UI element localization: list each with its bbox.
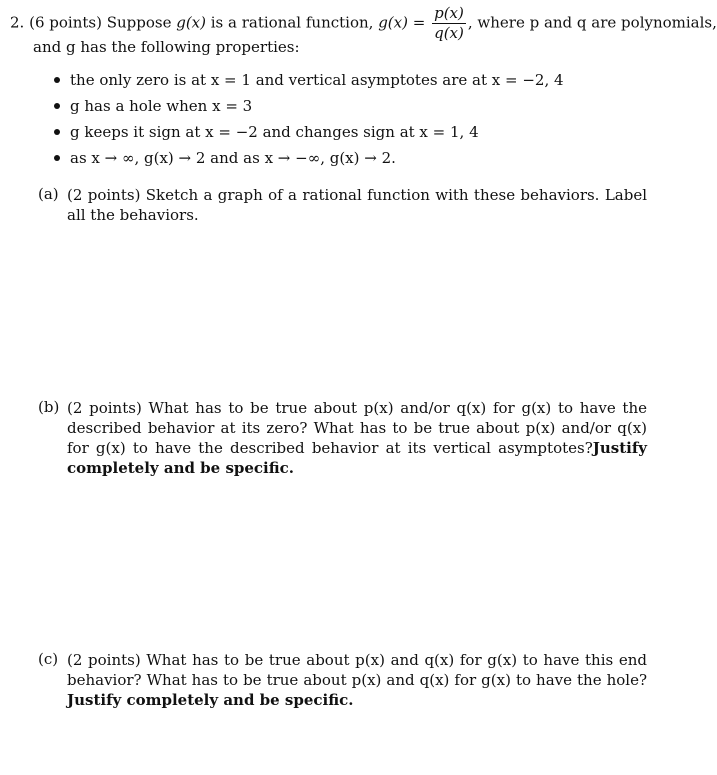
part-c-bold: Justify completely and be specific. [67,691,354,709]
part-b-text [67,398,647,478]
part-b-bold: Justify completely and be specific. [67,439,647,477]
problem-intro-suffix: , where p and q are polynomials, [467,13,717,32]
problem-intro-prefix: (6 points) Suppose [29,13,177,32]
problem-header [10,6,717,41]
property-item [54,97,252,115]
property-item [54,149,396,167]
problem-number: 2. [10,13,25,32]
bullet-icon [54,129,60,135]
property-text: as x → ∞, g(x) → 2 and as x → −∞, g(x) → 2. [70,149,396,167]
fraction-numerator: p(x) [434,4,464,22]
part-b-body: (2 points) What has to be true about p(x) and/or q(x) for g(x) to have the described behavior at its zero? What has to be true about p(x) and/or q(x) for g(x) to have the described behavior at its vertical asymptotes? [67,399,647,457]
part-b-label: (b) [38,398,60,416]
property-text: g has a hole when x = 3 [70,97,253,115]
bullet-icon [54,77,60,83]
fraction-denominator: q(x) [434,24,464,42]
g-equation: g(x) = [378,13,426,32]
fraction [432,6,466,41]
problem-intro-mid: is a rational function, [205,13,379,32]
part-a-body: (2 points) Sketch a graph of a rational function with these behaviors. Label all the behaviors. [67,186,647,224]
part-c-label: (c) [38,650,59,668]
part-c-body: (2 points) What has to be true about p(x) and q(x) for g(x) to have this end behavior? What has to be true about p(x) and q(x) for g(x) to have the hole? [67,651,647,689]
bullet-icon [54,103,60,109]
problem-line2: and g has the following properties: [33,38,300,56]
property-item [54,123,479,141]
property-text: the only zero is at x = 1 and vertical asymptotes are at x = −2, 4 [70,71,564,89]
g-of-x: g(x) [176,13,206,32]
property-text: g keeps it sign at x = −2 and changes sign at x = 1, 4 [70,123,479,141]
part-a-text [67,185,647,225]
part-a-label: (a) [38,185,59,203]
bullet-icon [54,155,60,161]
property-item [54,71,564,89]
part-c-text [67,650,647,710]
